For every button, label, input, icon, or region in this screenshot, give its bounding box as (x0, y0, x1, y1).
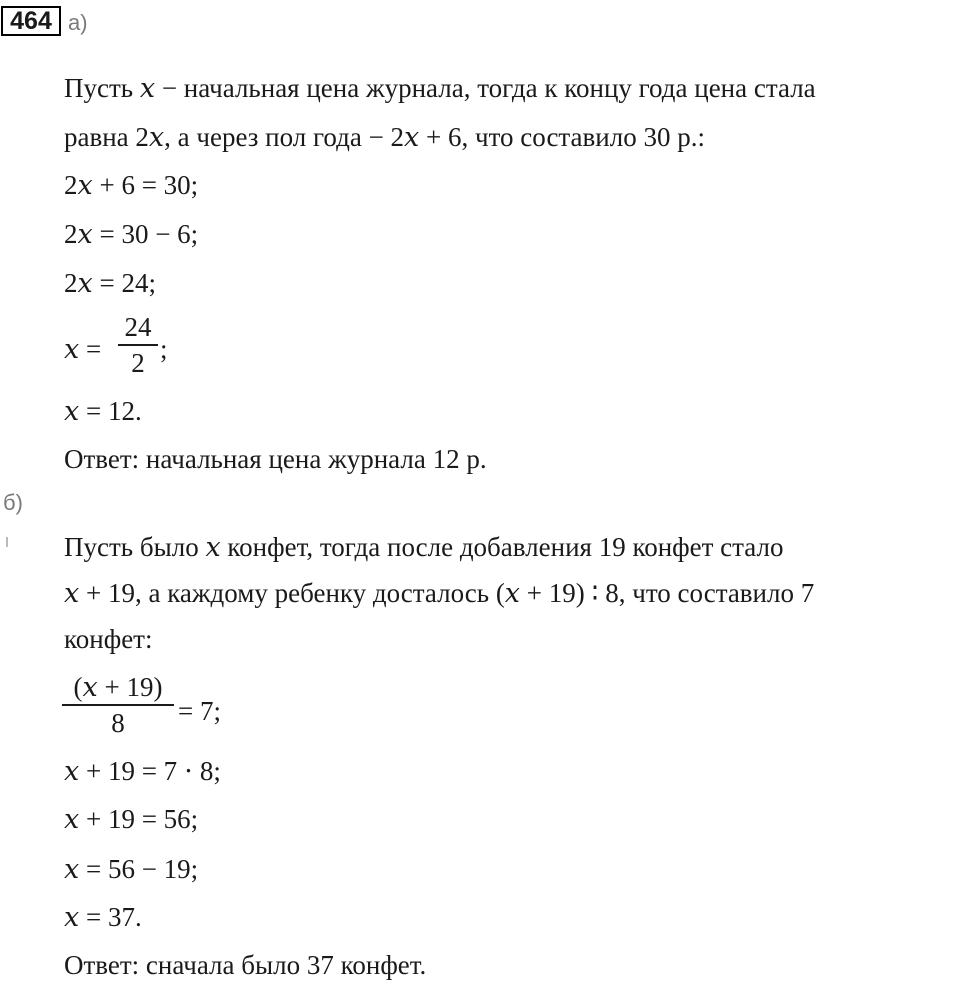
part-b-text-line-3: конфет: (64, 624, 153, 654)
part-a-equation-4-lhs: 𝑥 = (64, 334, 102, 364)
part-b-fraction (62, 674, 174, 737)
fraction-bar (118, 344, 158, 346)
part-a-text-line-2: равна 2𝑥, а через пол года − 2𝑥 + 6, что составило 30 р.: (64, 122, 705, 152)
part-b-equation-3: 𝑥 + 19 = 56; (64, 804, 199, 834)
fraction-denominator: 8 (111, 708, 125, 738)
part-a-equation-5: 𝑥 = 12. (64, 396, 142, 426)
part-a-equation-2: 2𝑥 = 30 − 6; (64, 219, 199, 249)
part-a-answer: Ответ: начальная цена журнала 12 р. (64, 444, 487, 474)
part-b-equation-4: 𝑥 = 56 − 19; (64, 854, 199, 884)
part-b-equation-2: 𝑥 + 19 = 7 ⋅ 8; (64, 756, 221, 786)
fraction-bar (62, 704, 174, 706)
part-b-text-line-2: 𝑥 + 19, а каждому ребенку досталось (𝑥 + 19) ∶ 8, что составило 7 (64, 578, 815, 608)
part-a-equation-3: 2𝑥 = 24; (64, 268, 156, 298)
part-a-equation-1: 2𝑥 + 6 = 30; (64, 170, 199, 200)
part-b-label: б) (3, 490, 23, 515)
part-b-text-line-1: Пусть было 𝑥 конфет, тогда после добавления 19 конфет стало (64, 532, 784, 562)
part-a-text-line-1: Пусть 𝑥 − начальная цена журнала, тогда к концу года цена стала (64, 73, 816, 103)
fraction-numerator: 24 (124, 312, 152, 342)
fraction-denominator: 2 (131, 348, 145, 378)
margin-mark (6, 537, 8, 547)
part-b-equation-1-tail: = 7; (178, 696, 221, 726)
fraction-numerator: (𝑥 + 19) (73, 672, 163, 702)
part-a-equation-4-tail: ; (160, 334, 168, 364)
part-b-answer: Ответ: сначала было 37 конфет. (64, 950, 427, 980)
part-b-equation-5: 𝑥 = 37. (64, 902, 142, 932)
part-a-label: а) (68, 10, 88, 35)
part-a-fraction (118, 314, 158, 377)
problem-number-box: 464 (1, 6, 61, 36)
